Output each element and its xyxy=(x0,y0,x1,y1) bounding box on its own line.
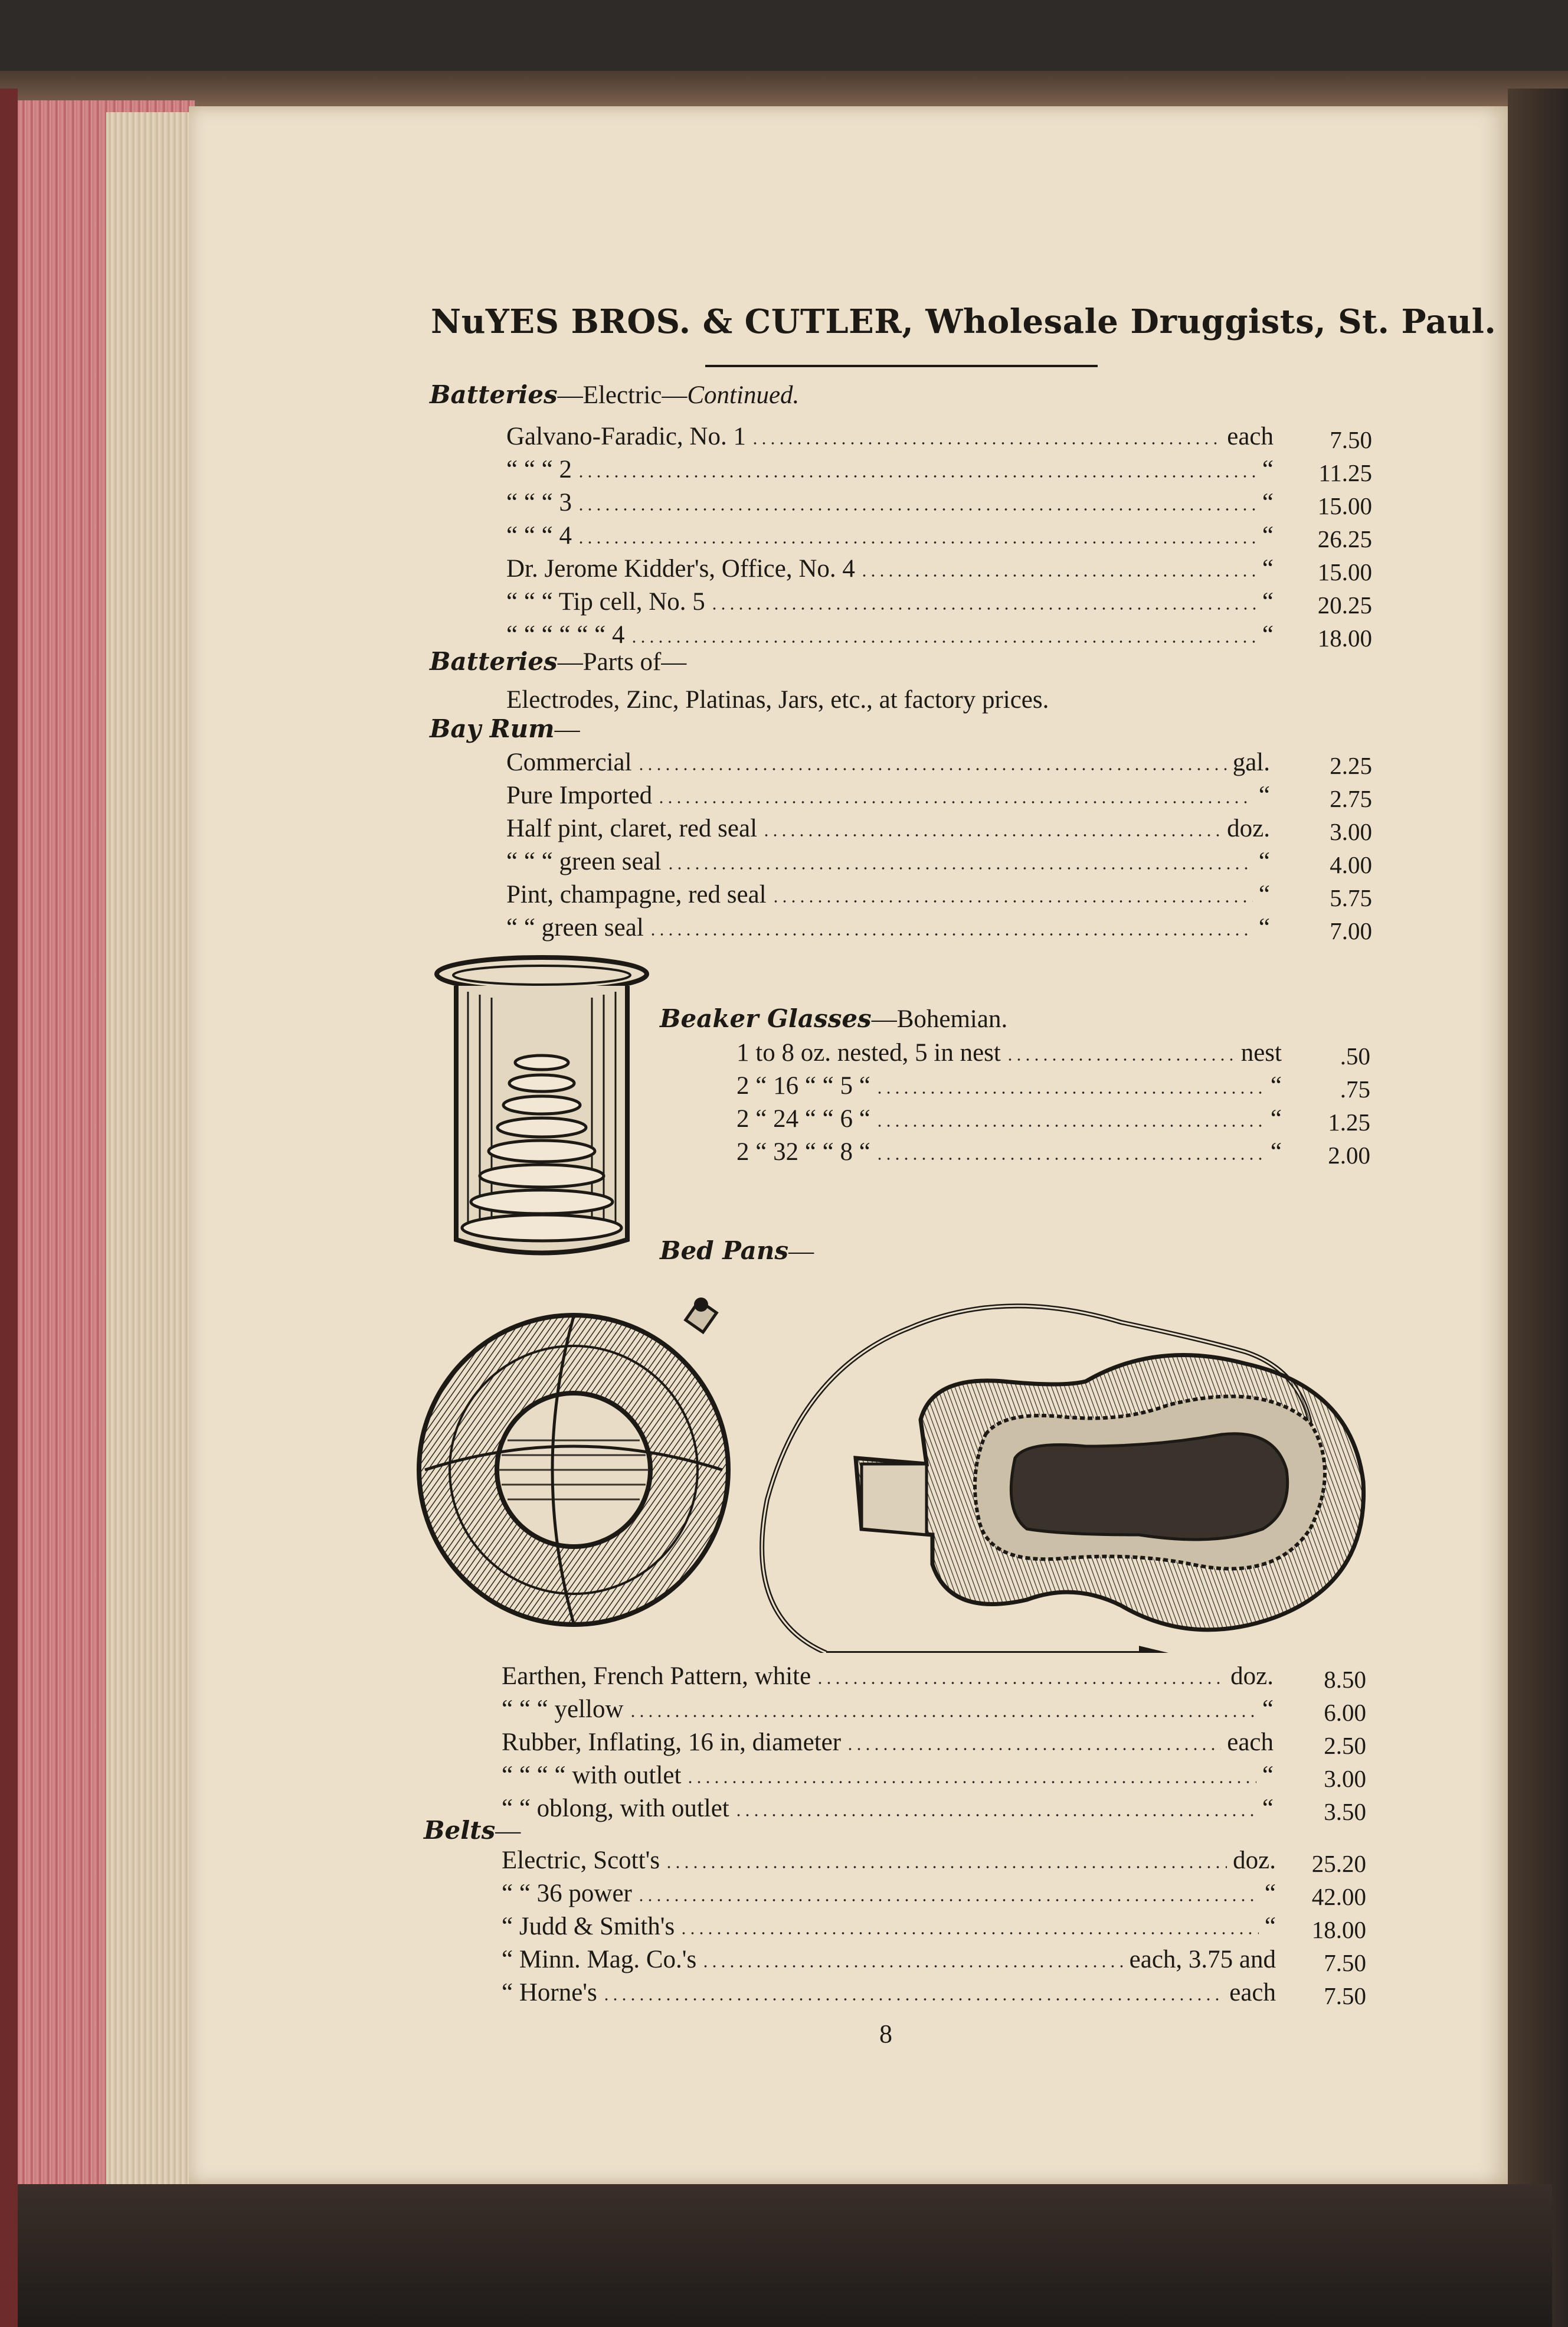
beaker-item-price: .50 xyxy=(1340,1042,1370,1070)
section-heading-beaker-glasses: Beaker Glasses—Bohemian. xyxy=(660,1004,1008,1033)
section-heading-bed-pans: Bed Pans— xyxy=(660,1236,814,1265)
belts-item-price: 7.50 xyxy=(1324,1949,1366,1976)
batteries_electric-item-unit: “ xyxy=(1262,621,1274,649)
belts-item-label: Electric, Scott's xyxy=(502,1846,660,1874)
bed_pans-item-label: Earthen, French Pattern, white xyxy=(502,1662,811,1690)
batteries_electric-item-unit: “ xyxy=(1262,456,1274,483)
batteries-parts-note: Electrodes, Zinc, Platinas, Jars, etc., at factory prices. xyxy=(506,686,1049,714)
batteries_electric-item-price: 26.25 xyxy=(1317,525,1372,553)
beaker-item-label: 2 “ 24 “ “ 6 “ xyxy=(736,1105,870,1133)
dot-leader xyxy=(771,900,1253,903)
dot-leader xyxy=(637,1899,1259,1901)
section-heading-batteries-parts: Batteries—Parts of— xyxy=(430,647,687,676)
bay_rum-item-unit: “ xyxy=(1258,782,1270,809)
bay_rum-item-price: 3.00 xyxy=(1330,818,1372,845)
round-bed-pan-illustration xyxy=(413,1293,744,1629)
oblong-bed-pan-illustration xyxy=(755,1287,1381,1653)
bed_pans-item-label: “ “ “ “ with outlet xyxy=(502,1761,682,1789)
dot-leader xyxy=(679,1932,1259,1934)
page-number: 8 xyxy=(879,2019,892,2048)
header-rule xyxy=(705,365,1098,367)
batteries_electric-item-unit: “ xyxy=(1262,489,1274,517)
bed_pans-item-unit: “ xyxy=(1262,1695,1274,1723)
beaker-item-price: 1.25 xyxy=(1328,1109,1370,1136)
book-cover-bottom xyxy=(18,2184,1552,2327)
bay_rum-item-label: Pure Imported xyxy=(506,782,653,809)
belts-item-label: “ Judd & Smith's xyxy=(502,1913,675,1940)
dot-leader xyxy=(860,574,1256,577)
bay_rum-item-label: Pint, champagne, red seal xyxy=(506,881,767,908)
bed_pans-item-price: 2.50 xyxy=(1324,1732,1366,1759)
bay_rum-item-price: 7.00 xyxy=(1330,917,1372,944)
batteries_electric-item-label: “ “ “ 2 xyxy=(506,456,572,483)
page-edges-inner xyxy=(106,112,189,2190)
bed_pans-item-price: 6.00 xyxy=(1324,1699,1366,1726)
dot-leader xyxy=(751,442,1221,445)
batteries_electric-item-label: Dr. Jerome Kidder's, Office, No. 4 xyxy=(506,555,855,583)
beaker-item-unit: nest xyxy=(1240,1039,1282,1067)
bay_rum-item-label: Commercial xyxy=(506,749,632,776)
beaker-item-label: 2 “ 16 “ “ 5 “ xyxy=(736,1072,870,1100)
dot-leader xyxy=(657,801,1253,803)
dot-leader xyxy=(649,933,1253,936)
belts-item-unit: doz. xyxy=(1233,1846,1276,1874)
bed_pans-item-label: Rubber, Inflating, 16 in, diameter xyxy=(502,1728,842,1756)
bay_rum-item-unit: gal. xyxy=(1232,749,1270,776)
dot-leader xyxy=(875,1125,1265,1127)
dot-leader xyxy=(846,1748,1221,1750)
bay_rum-item-unit: “ xyxy=(1258,848,1270,875)
belts-item-price: 25.20 xyxy=(1311,1850,1366,1877)
dot-leader xyxy=(664,1866,1227,1868)
dot-leader xyxy=(577,475,1256,478)
bay_rum-item-unit: “ xyxy=(1258,914,1270,942)
bed_pans-item-label: “ “ oblong, with outlet xyxy=(502,1795,729,1822)
batteries_electric-item-label: Galvano-Faradic, No. 1 xyxy=(506,423,746,450)
dot-leader xyxy=(710,607,1256,610)
batteries_electric-item-price: 18.00 xyxy=(1317,625,1372,652)
section-heading-bay-rum: Bay Rum— xyxy=(430,714,580,743)
batteries_electric-item-unit: “ xyxy=(1262,522,1274,550)
beaker-item-price: .75 xyxy=(1340,1076,1370,1103)
belts-item-unit: “ xyxy=(1264,1880,1276,1907)
bay_rum-item-price: 2.25 xyxy=(1330,752,1372,779)
dot-leader xyxy=(875,1158,1265,1160)
belts-item-unit: each xyxy=(1229,1979,1276,2006)
dot-leader xyxy=(577,541,1256,544)
dot-leader xyxy=(577,508,1256,511)
section-heading-belts: Belts— xyxy=(424,1816,521,1845)
bay_rum-item-unit: “ xyxy=(1258,881,1270,908)
belts-item-unit: “ xyxy=(1264,1913,1276,1940)
beaker-item-label: 2 “ 32 “ “ 8 “ xyxy=(736,1138,870,1166)
beaker-item-label: 1 to 8 oz. nested, 5 in nest xyxy=(736,1039,1001,1067)
bay_rum-item-label: Half pint, claret, red seal xyxy=(506,815,758,842)
batteries_electric-item-unit: each xyxy=(1227,423,1274,450)
bay_rum-item-label: “ “ “ green seal xyxy=(506,848,662,875)
dot-leader xyxy=(686,1781,1256,1783)
batteries_electric-item-label: “ “ “ Tip cell, No. 5 xyxy=(506,588,705,616)
bay_rum-item-price: 4.00 xyxy=(1330,851,1372,878)
belts-item-price: 18.00 xyxy=(1311,1916,1366,1943)
dot-leader xyxy=(816,1682,1225,1684)
beaker-item-price: 2.00 xyxy=(1328,1142,1370,1169)
batteries_electric-item-label: “ “ “ 3 xyxy=(506,489,572,517)
bay_rum-item-price: 2.75 xyxy=(1330,785,1372,812)
book-cover-right xyxy=(1508,89,1568,2327)
belts-item-label: “ Minn. Mag. Co.'s xyxy=(502,1946,697,1973)
dot-leader xyxy=(628,1715,1256,1717)
bed_pans-item-label: “ “ “ yellow xyxy=(502,1695,624,1723)
batteries_electric-item-unit: “ xyxy=(1262,555,1274,583)
beaker-item-unit: “ xyxy=(1270,1105,1282,1133)
batteries_electric-item-unit: “ xyxy=(1262,588,1274,616)
batteries_electric-item-price: 11.25 xyxy=(1318,459,1372,486)
belts-item-label: “ Horne's xyxy=(502,1979,597,2006)
batteries_electric-item-label: “ “ “ “ “ “ 4 xyxy=(506,621,625,649)
bed_pans-item-unit: “ xyxy=(1262,1761,1274,1789)
belts-item-label: “ “ 36 power xyxy=(502,1880,632,1907)
beaker-item-unit: “ xyxy=(1270,1138,1282,1166)
dot-leader xyxy=(701,1965,1123,1968)
batteries_electric-item-price: 20.25 xyxy=(1317,591,1372,619)
bay_rum-item-unit: doz. xyxy=(1227,815,1270,842)
beaker-glasses-illustration xyxy=(424,944,660,1269)
beaker-item-unit: “ xyxy=(1270,1072,1282,1100)
batteries_electric-item-price: 7.50 xyxy=(1330,426,1372,453)
bed_pans-item-unit: each xyxy=(1227,1728,1274,1756)
page-header: NuYES BROS. & CUTLER, Wholesale Druggists, St. Paul. xyxy=(431,302,1497,341)
dot-leader xyxy=(637,768,1227,770)
dot-leader xyxy=(1006,1058,1235,1061)
dot-leader xyxy=(602,1998,1223,2001)
bay_rum-item-label: “ “ green seal xyxy=(506,914,644,942)
batteries_electric-item-price: 15.00 xyxy=(1317,492,1372,519)
dot-leader xyxy=(875,1091,1265,1094)
section-heading-batteries-electric: Batteries—Electric—Continued. xyxy=(430,380,800,409)
bay_rum-item-price: 5.75 xyxy=(1330,884,1372,911)
bed_pans-item-unit: “ xyxy=(1262,1795,1274,1822)
batteries_electric-item-price: 15.00 xyxy=(1317,558,1372,586)
bed_pans-item-price: 3.00 xyxy=(1324,1765,1366,1792)
belts-item-unit: each, 3.75 and xyxy=(1129,1946,1276,1973)
belts-item-price: 42.00 xyxy=(1311,1883,1366,1910)
book-cover-left xyxy=(0,89,18,2327)
dot-leader xyxy=(630,640,1256,643)
bed_pans-item-price: 8.50 xyxy=(1324,1666,1366,1693)
dot-leader xyxy=(666,867,1253,870)
bed_pans-item-price: 3.50 xyxy=(1324,1798,1366,1825)
belts-item-price: 7.50 xyxy=(1324,1982,1366,2009)
bed_pans-item-unit: doz. xyxy=(1230,1662,1274,1690)
batteries_electric-item-label: “ “ “ 4 xyxy=(506,522,572,550)
dot-leader xyxy=(734,1814,1256,1816)
dot-leader xyxy=(762,834,1221,836)
